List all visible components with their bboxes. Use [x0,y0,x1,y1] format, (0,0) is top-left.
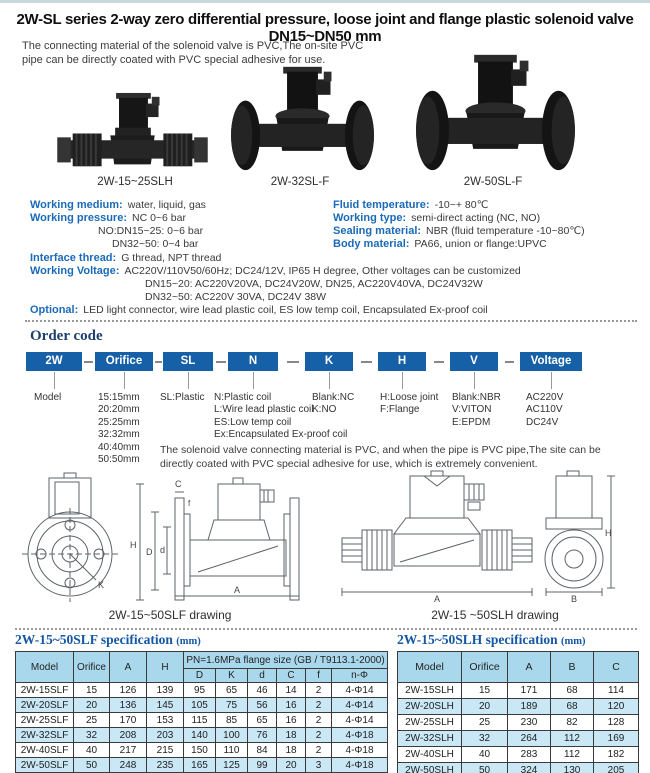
table-cell: 84 [248,743,277,758]
table-header-row [16,652,388,669]
col-header-orifice: Orifice [74,652,110,683]
slf-table-title: 2W-15~50SLF specification (mm) [15,632,201,647]
table-cell: 2W-50SLF [16,758,74,773]
table-cell: 20 [74,698,110,713]
order-code-options-joint [380,392,438,417]
order-code-options-voltage [526,392,563,429]
table-cell: 2W-20SLH [398,699,462,715]
table-cell: 130 [551,763,594,773]
order-code-box-ncno: K [305,352,353,371]
table-cell: 128 [594,715,639,731]
table-cell: 82 [551,715,594,731]
table-cell: 126 [110,683,147,698]
order-code-option: V:VITON [452,404,492,416]
table-cell: 32 [462,731,508,747]
col-header-c: C [594,652,639,683]
order-code-leader-line [551,372,552,389]
order-code-option: H:Loose joint [380,392,439,403]
table-row [16,698,388,713]
table-cell: 50 [462,763,508,773]
order-code-box-material: SL [163,352,213,371]
drawing-caption-slf: 2W-15~50SLF drawing [108,608,232,622]
table-cell: 18 [277,728,306,743]
table-cell: 208 [110,728,147,743]
drawings-section [0,470,650,628]
slh-spec-block [397,632,638,773]
order-code-box-model: 2W [26,352,82,371]
svg-text:K: K [98,580,105,590]
table-cell: 150 [184,743,216,758]
order-code-option: N:Plastic coil [214,392,272,403]
product-photo-2w-15-25slh [55,92,210,174]
order-code-options-material [160,392,204,404]
spec-fluid-temperature: Fluid temperature: -10~+ 80℃ [333,199,489,211]
table-cell: 215 [147,743,184,758]
table-cell: 248 [110,758,147,773]
col-header-model: Model [398,652,462,683]
order-code-connector [287,361,299,363]
order-code-leader-line [253,372,254,389]
order-code-box-coil: N [228,352,278,371]
order-code-option: AC110V [526,404,563,416]
specs-right-column [333,199,585,251]
table-cell: 20 [277,758,306,773]
col-header-h: H [147,652,184,683]
table-row [398,763,639,773]
table-cell: 4-Φ14 [332,713,388,728]
order-code-option: Model [34,392,62,403]
table-cell: 110 [216,743,248,758]
table-cell: 2W-15SLH [398,683,462,699]
table-cell: 125 [216,758,248,773]
table-cell: 112 [551,747,594,763]
order-code-connector [155,361,162,363]
col-header-C: C [277,669,306,683]
table-cell: 4-Φ18 [332,758,388,773]
col-header-d: d [248,669,277,683]
order-code-options-model [34,392,61,404]
table-cell: 56 [248,698,277,713]
table-cell: 40 [462,747,508,763]
table-cell: 205 [594,763,639,773]
table-cell: 2 [306,683,332,698]
table-cell: 14 [277,683,306,698]
order-code-connector [84,361,93,363]
slh-spec-table [397,651,639,773]
svg-text:d: d [160,545,166,555]
order-code-option: Blank:NC [312,392,355,403]
table-row [16,758,388,773]
order-code-options-orifice [98,392,140,466]
table-cell: 95 [184,683,216,698]
product-caption: 2W-50SL-F [463,176,523,188]
order-code-connector [361,361,372,363]
table-cell: 2W-32SLF [16,728,74,743]
table-cell: 32 [74,728,110,743]
order-code-leader-line [474,372,475,389]
table-cell: 203 [147,728,184,743]
table-cell: 2 [306,728,332,743]
table-cell: 2W-25SLF [16,713,74,728]
table-cell: 139 [147,683,184,698]
table-cell: 171 [508,683,551,699]
technical-drawing-slh [335,470,625,604]
table-cell: 112 [551,731,594,747]
spec-voltage-dn15-20: DN15~20: AC220V20VA, DC24V20W, DN25, AC220V40VA, DC24V32W [145,277,483,290]
slf-spec-block [15,632,387,773]
svg-text:f: f [188,499,191,508]
table-cell: 2W-20SLF [16,698,74,713]
table-row [398,715,639,731]
page-top-edge [0,0,650,3]
table-cell: 189 [508,699,551,715]
svg-text:A: A [234,585,241,595]
table-cell: 85 [216,713,248,728]
table-row [398,683,639,699]
table-cell: 120 [594,699,639,715]
table-cell: 40 [74,743,110,758]
table-cell: 4-Φ14 [332,683,388,698]
spec-optional: Optional: LED light connector, wire lead plastic coil, ES low temp coil, Encapsulated Ex-proof coil [30,303,488,316]
spec-interface-thread: Interface thread: G thread, NPT thread [30,252,222,264]
svg-text:H: H [130,540,137,550]
table-cell: 140 [184,728,216,743]
table-cell: 182 [594,747,639,763]
table-cell: 170 [110,713,147,728]
order-code-option: 50:50mm [98,454,140,466]
col-header-b: B [551,652,594,683]
table-cell: 217 [110,743,147,758]
spec-body-material: Body material: PA66, union or flange:UPVC [333,237,547,250]
order-code-option: L:Wire lead plastic coil [214,404,314,416]
order-code-connector [434,361,444,363]
table-cell: 2W-40SLF [16,743,74,758]
table-cell: 136 [110,698,147,713]
order-code-leader-line [54,372,55,389]
table-row [398,699,639,715]
col-header-orifice: Orifice [462,652,508,683]
table-cell: 115 [184,713,216,728]
product-caption: 2W-32SL-F [270,176,330,188]
table-cell: 25 [462,715,508,731]
order-code-note: The solenoid valve connecting material is PVC, and when the pipe is PVC pipe,The site can be directly coated with PVC special adhesive for use, which is extremely convenient. [160,444,601,470]
table-cell: 105 [184,698,216,713]
order-code-option: DC24V [526,416,559,428]
col-header-D: D [184,669,216,683]
specs-full-width [30,252,521,317]
col-header-f: f [306,669,332,683]
table-cell: 145 [147,698,184,713]
table-cell: 2 [306,698,332,713]
col-header-a: A [508,652,551,683]
order-code-option: 40:40mm [98,441,140,453]
table-cell: 2W-32SLH [398,731,462,747]
slf-spec-table [15,651,388,773]
order-code-option: SL:Plastic [160,392,205,403]
order-code-connector [216,361,226,363]
table-cell: 18 [277,743,306,758]
svg-text:C: C [175,479,182,489]
svg-text:B: B [571,594,578,604]
table-cell: 4-Φ18 [332,728,388,743]
table-cell: 16 [277,698,306,713]
table-cell: 2W-40SLH [398,747,462,763]
table-row [16,743,388,758]
table-cell: 2 [306,713,332,728]
table-cell: 324 [508,763,551,773]
table-cell: 2W-25SLH [398,715,462,731]
order-code-leader-line [329,372,330,389]
table-cell: 15 [74,683,110,698]
order-code-option: 20:20mm [98,404,140,416]
table-cell: 20 [462,699,508,715]
section-divider [15,628,637,630]
table-cell: 2 [306,743,332,758]
spec-working-pressure-dn32: DN32~50: 0~4 bar [112,237,199,250]
table-cell: 46 [248,683,277,698]
product-caption: 2W-15~25SLH [97,176,173,188]
table-cell: 65 [216,683,248,698]
table-cell: 169 [594,731,639,747]
table-cell: 264 [508,731,551,747]
order-code-option: AC220V [526,392,564,403]
svg-text:D: D [146,547,153,557]
svg-text:A: A [434,594,441,604]
section-divider [25,320,637,322]
order-code-box-orifice: Orifice [95,352,153,371]
technical-drawing-slf [12,470,327,604]
table-cell: 75 [216,698,248,713]
table-cell: 15 [462,683,508,699]
order-code-heading: Order code [30,328,103,344]
svg-text:H: H [605,528,612,538]
drawing-caption-slh: 2W-15 ~50SLH drawing [431,608,559,622]
product-photo-2w-32sl-f [225,62,380,174]
table-row [16,728,388,743]
table-cell: 235 [147,758,184,773]
table-cell: 4-Φ14 [332,698,388,713]
spec-working-voltage: Working Voltage: AC220V/110V50/60Hz; DC24/12V, IP65 H degree, Other voltages can be customized [30,264,521,277]
order-code-connector [505,361,514,363]
table-cell: 3 [306,758,332,773]
table-row [16,713,388,728]
product-photo-2w-50sl-f [410,50,580,174]
table-cell: 230 [508,715,551,731]
spec-working-pressure: Working pressure: NC 0~6 bar [30,211,186,224]
table-cell: 2W-50SLH [398,763,462,773]
table-cell: 68 [551,683,594,699]
table-header-row [398,652,639,683]
table-row [398,747,639,763]
table-cell: 65 [248,713,277,728]
table-row [398,731,639,747]
order-code-section [0,326,650,468]
order-code-option: F:Flange [380,404,420,416]
order-code-option: ES:Low temp coil [214,416,292,428]
order-code-option: K:NO [312,404,337,416]
table-cell: 100 [216,728,248,743]
spec-working-medium: Working medium: water, liquid, gas [30,199,206,211]
table-cell: 2W-15SLF [16,683,74,698]
order-code-option: Ex:Encapsulated Ex-proof coil [214,429,348,441]
col-header-flange: PN=1.6MPa flange size (GB / T9113.1-2000) [184,652,388,669]
spec-working-type: Working type: semi-direct acting (NC, NO) [333,211,541,224]
table-cell: 114 [594,683,639,699]
order-code-option: 32:32mm [98,429,140,441]
order-code-leader-line [188,372,189,389]
intro-text: The connecting material of the solenoid valve is PVC,The on-site PVC pipe can be directly coated with PVC special adhesive for use. [22,40,364,66]
order-code-option: E:EPDM [452,416,491,428]
col-header-model: Model [16,652,74,683]
order-code-options-ncno [312,392,354,417]
table-cell: 16 [277,713,306,728]
order-code-box-seal: V [450,352,498,371]
order-code-leader-line [124,372,125,389]
specs-left-column [30,199,206,251]
page-title: 2W-SL series 2-way zero differential pressure, loose joint and flange plastic solenoid valve DN15~DN50 mm [16,11,634,45]
col-header-K: K [216,669,248,683]
table-cell: 283 [508,747,551,763]
spec-voltage-dn32-50: DN32~50: AC220V 30VA, DC24V 38W [145,290,327,303]
order-code-options-seal [452,392,501,429]
slh-table-title: 2W-15~50SLH specification (mm) [397,632,586,647]
order-code-leader-line [402,372,403,389]
order-code-box-voltage: Voltage [520,352,582,371]
table-cell: 50 [74,758,110,773]
table-cell: 99 [248,758,277,773]
table-cell: 153 [147,713,184,728]
table-cell: 4-Φ18 [332,743,388,758]
spec-sealing-material: Sealing material: NBR (fluid temperature -10~80℃) [333,224,585,237]
table-cell: 76 [248,728,277,743]
order-code-option: 15:15mm [98,392,140,403]
spec-working-pressure-no: NO:DN15~25: 0~6 bar [98,224,204,237]
table-cell: 25 [74,713,110,728]
col-header-a: A [110,652,147,683]
order-code-box-joint: H [378,352,426,371]
table-row [16,683,388,698]
order-code-option: 25:25mm [98,416,140,428]
order-code-option: Blank:NBR [452,392,501,403]
table-cell: 68 [551,699,594,715]
table-cell: 165 [184,758,216,773]
col-header-n-phi: n-Φ [332,669,388,683]
